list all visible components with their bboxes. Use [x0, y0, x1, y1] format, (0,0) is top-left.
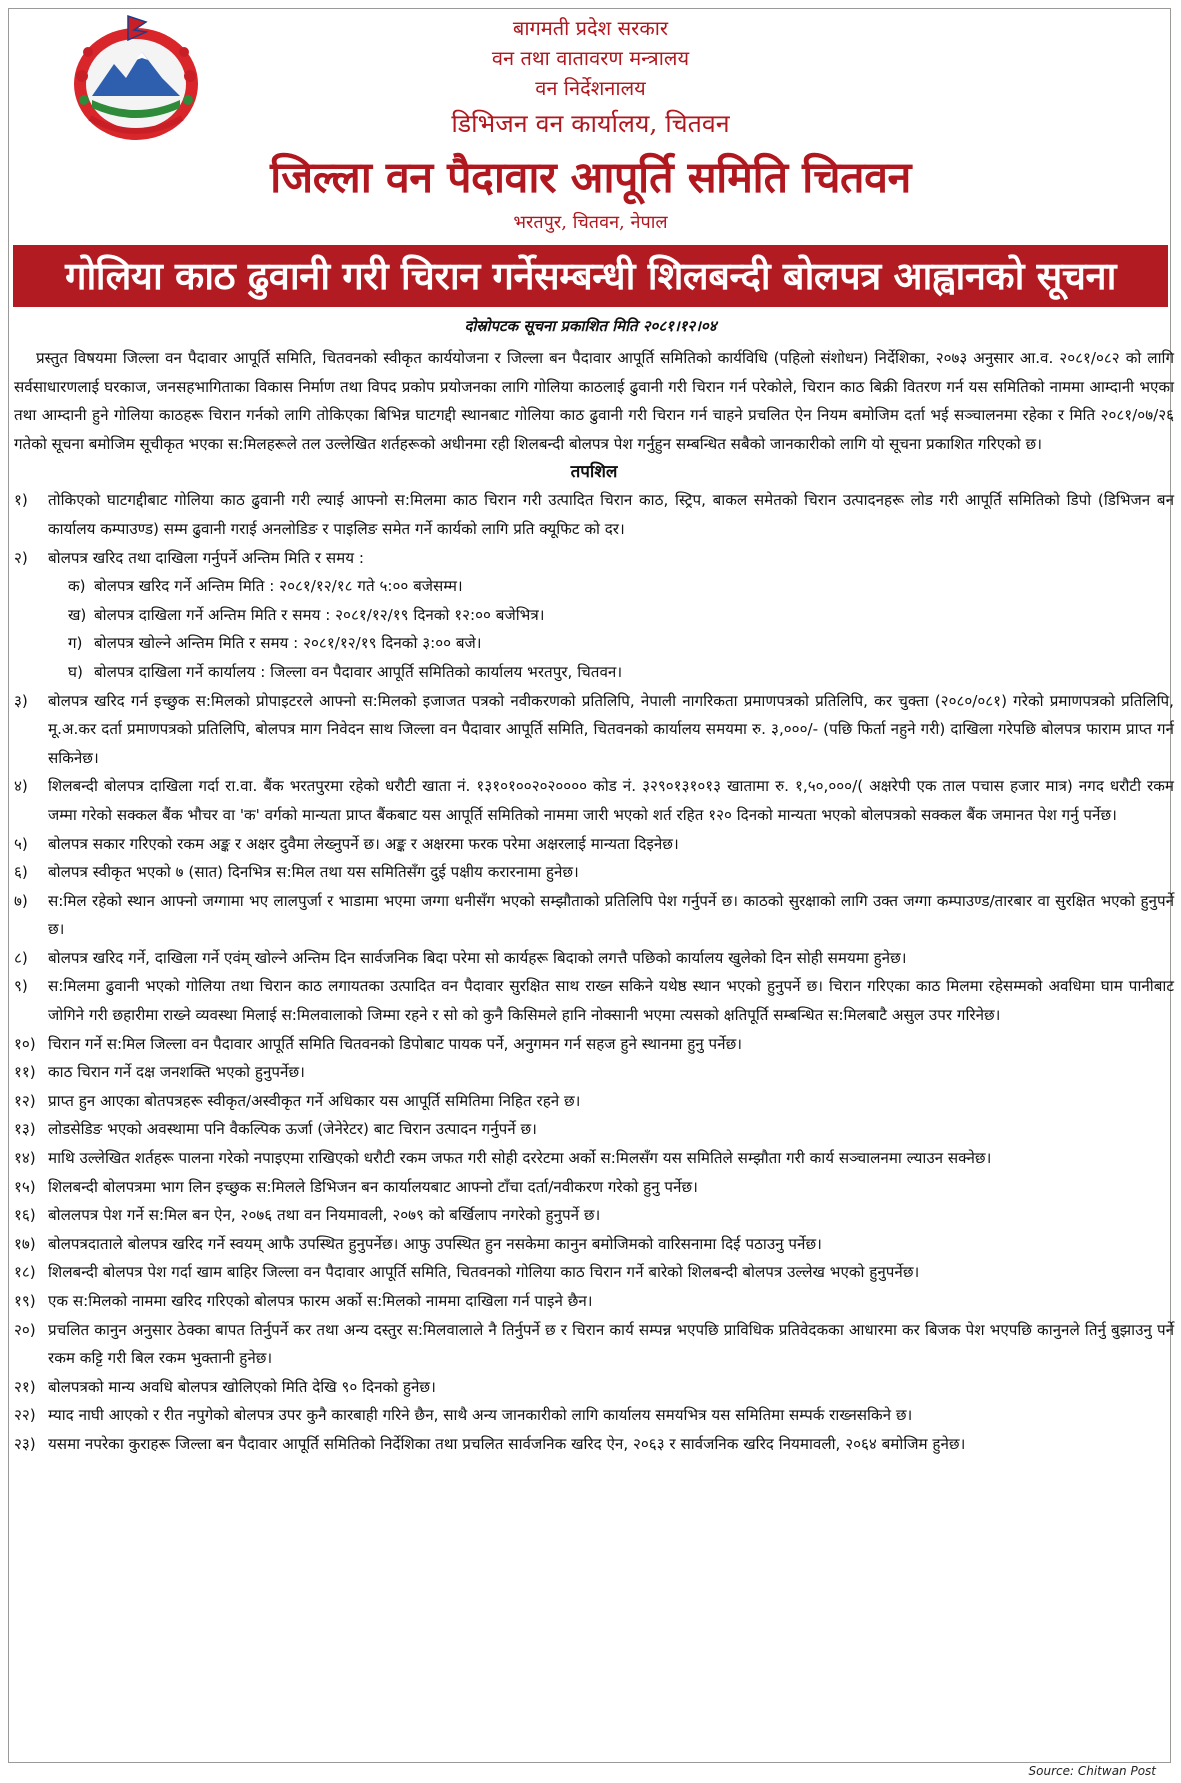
- condition-number: ७): [14, 891, 28, 910]
- condition-item: [14, 1173, 1174, 1202]
- condition-text: बोलपत्रदाताले बोलपत्र खरिद गर्ने स्वयम् आफै उपस्थित हुनुपर्नेछ। आफु उपस्थित हुन नसकेमा कानुन बमोजिमको वारिसनामा दिई पठाउनु पर्नेछ।: [48, 1234, 822, 1253]
- condition-number: ४): [14, 777, 28, 796]
- condition-text: स:मिल रहेको स्थान आफ्नो जग्गामा भए लालपुर्जा र भाडामा भएमा जग्गा धनीसँग भएको सम्झौताको प्रतिलिपि पेश गर्नुपर्ने छ। काठको सुरक्षाको लागि उक्त जग्गा कम्पाउण्ड/तारबार वा सुरक्षित भएको हुनुपर्ने छ।: [48, 891, 1174, 939]
- condition-number: ८): [14, 948, 28, 967]
- deadline-item: [14, 601, 1174, 630]
- condition-text: शिलबन्दी बोलपत्र पेश गर्दा खाम बाहिर जिल्ला वन पैदावार आपूर्ति समिति, चितवनको गोलिया काठ चिरान गर्ने बारेको शिलबन्दी बोलपत्र उल्लेख भएको हुनुपर्नेछ।: [48, 1263, 920, 1282]
- province-government: बागमती प्रदेश सरकार: [512, 16, 669, 40]
- condition-number: २१): [14, 1377, 36, 1396]
- condition-text: म्याद नाघी आएको र रीत नपुगेको बोलपत्र उपर कुनै कारबाही गरिने छैन, साथै अन्य जानकारीको लागि कार्यालय समयभित्र यस समितिमा सम्पर्क राख्नसकिने छ।: [48, 1406, 913, 1425]
- condition-number: १०): [14, 1034, 36, 1053]
- condition-text: शिलबन्दी बोलपत्र दाखिला गर्दा रा.वा. बैंक भरतपुरमा रहेको धरौटी खाता नं. १३१०१००२०२०००० कोड नं. ३२९०१३१०१३ खातामा रु. १,५०,०००/( अक्षरेपी एक ताल पचास हजार मात्र) नगद धरौटी रकम जम्मा गरेको सक्कल बैंक भौचर वा 'क' वर्गको मान्यता प्राप्त बैंकबाट यस आपूर्ति समितिको नाममा जारी भएको शर्त रहित १२० दिनको मान्यता भएको बोलपत्रको सक्कल बैंक जमानत पेश गर्नु पर्नेछ।: [48, 777, 1174, 824]
- condition-number: १५): [14, 1177, 36, 1196]
- condition-text: काठ चिरान गर्ने दक्ष जनशक्ति भएको हुनुपर्नेछ।: [48, 1063, 305, 1082]
- condition-item: [14, 972, 1174, 1029]
- conditions-list: [14, 486, 1174, 1458]
- deadline-text: बोलपत्र खरिद गर्ने अन्तिम मिति : २०८१/१२/१८ गते ५:०० बजेसम्म।: [94, 577, 463, 596]
- condition-text: बोलपत्र खरिद गर्न इच्छुक स:मिलको प्रोपाइटरले आफ्नो स:मिलको इजाजत पत्रको नवीकरणको प्रतिलिपि, नेपाली नागरिकता प्रमाणपत्रको प्रतिलिपि, कर चुक्ता (२०८०/०८१) गरेको प्रमाणपत्रको प्रतिलिपि, मू.अ.कर दर्ता प्रमाणपत्रको प्रतिलिपि, बोलपत्र माग निवेदन साथ जिल्ला वन पैदावार आपूर्ति समिति, चितवनको कार्यालय समयमा रु. ३,०००/- (पछि फिर्ता नहुने गरी) दाखिला गरेपछि बोलपत्र फाराम प्राप्त गर्न सकिनेछ।: [48, 691, 1174, 767]
- condition-text: चिरान गर्ने स:मिल जिल्ला वन पैदावार आपूर्ति समिति चितवनको डिपोबाट पायक पर्ने, अनुगमन गर्न सहज हुने स्थानमा हुनु पर्नेछ।: [48, 1034, 743, 1053]
- condition-text: बोलपत्र खरिद तथा दाखिला गर्नुपर्ने अन्तिम मिति र समय :: [48, 548, 364, 567]
- condition-number: १४): [14, 1149, 36, 1168]
- deadline-item: [14, 572, 1174, 601]
- condition-item: [14, 1287, 1174, 1316]
- condition-text: शिलबन्दी बोलपत्रमा भाग लिन इच्छुक स:मिलले डिभिजन बन कार्यालयबाट आफ्नो टाँचा दर्ता/नवीकरण गरेको हुनु पर्नेछ।: [48, 1177, 698, 1196]
- condition-text: लोडसेडिङ भएको अवस्थामा पनि वैकल्पिक ऊर्जा (जेनेरेटर) बाट चिरान उत्पादन गर्नुपर्ने छ।: [48, 1120, 537, 1139]
- condition-text: प्राप्त हुन आएका बोतपत्रहरू स्वीकृत/अस्वीकृत गर्ने अधिकार यस आपूर्ति समितिमा निहित रहने छ।: [48, 1091, 581, 1110]
- directorate-name: वन निर्देशनालय: [535, 76, 646, 100]
- condition-item: [14, 486, 1174, 543]
- details-heading: तपशिल: [570, 462, 618, 483]
- condition-number: १३): [14, 1120, 36, 1139]
- condition-number: ५): [14, 834, 28, 853]
- condition-text: बोलपत्रको मान्य अवधि बोलपत्र खोलिएको मिति देखि ९० दिनको हुनेछ।: [48, 1377, 436, 1396]
- condition-text: प्रचलित कानुन अनुसार ठेक्का बापत तिर्नुपर्ने कर तथा अन्य दस्तुर स:मिलवालाले नै तिर्नुपर्ने छ र चिरान कार्य सम्पन्न भएपछि प्राविधिक प्रतिवेदकका आधारमा कर बिजक पेश भएपछि कानुनले तिर्नु बुझाउनु पर्ने रकम कट्टि गरी बिल रकम भुक्तानी हुनेछ।: [48, 1320, 1174, 1368]
- condition-item: [14, 1230, 1174, 1259]
- deadline-text: बोलपत्र दाखिला गर्ने अन्तिम मिति र समय : २०८१/१२/१९ दिनको १२:०० बजेभित्र।: [94, 605, 545, 624]
- condition-number: ९): [14, 977, 28, 996]
- condition-item: [14, 1401, 1174, 1430]
- condition-number: ६): [14, 863, 28, 882]
- deadline-label: ख): [68, 605, 87, 624]
- deadline-label: ग): [68, 634, 83, 653]
- condition-item: [14, 772, 1174, 829]
- condition-item: [14, 1115, 1174, 1144]
- condition-number: २२): [14, 1406, 36, 1425]
- condition-item: [14, 1373, 1174, 1402]
- condition-item: [14, 1258, 1174, 1287]
- condition-text: बोललपत्र पेश गर्ने स:मिल बन ऐन, २०७६ तथा वन नियमावली, २०७९ को बर्खिलाप नगरेको हुनुपर्ने छ।: [48, 1206, 601, 1225]
- second-publication-date: दोस्रोपटक सूचना प्रकाशित मिति २०८१।१२।०४: [464, 317, 717, 335]
- division-office-name: डिभिजन वन कार्यालय, चितवन: [451, 109, 730, 138]
- condition-number: ११): [14, 1063, 36, 1082]
- condition-text: यसमा नपरेका कुराहरू जिल्ला बन पैदावार आपूर्ति समितिको निर्देशिका तथा प्रचलित सार्वजनिक खरिद ऐन, २०६३ र सार्वजनिक खरिद नियमावली, २०६४ बमोजिम हुनेछ।: [48, 1434, 966, 1453]
- condition-text: एक स:मिलको नाममा खरिद गरिएको बोलपत्र फारम अर्को स:मिलको नाममा दाखिला गर्न पाइने छैन।: [48, 1292, 593, 1310]
- deadline-item: [14, 629, 1174, 658]
- condition-text: बोलपत्र सकार गरिएको रकम अङ्क र अक्षर दुवैमा लेख्नुपर्ने छ। अङ्क र अक्षरमा फरक परेमा अक्षरलाई मान्यता दिइनेछ।: [48, 834, 679, 853]
- condition-number: १२): [14, 1091, 36, 1110]
- condition-item: [14, 1201, 1174, 1230]
- condition-number: १७): [14, 1234, 36, 1253]
- condition-number: १९): [14, 1292, 36, 1310]
- condition-item: [14, 687, 1174, 773]
- deadline-label: क): [68, 577, 86, 596]
- condition-item: [14, 830, 1174, 859]
- condition-text: माथि उल्लेखित शर्तहरू पालना गरेको नपाइएमा राखिएको धरौटी रकम जफत गरी सोही दररेटमा अर्को स:मिलसँग यस समितिले सम्झौता गरी कार्य सञ्चालनमा ल्याउन सक्नेछ।: [48, 1149, 992, 1168]
- condition-item: [14, 544, 1174, 573]
- notice-title-banner: गोलिया काठ ढुवानी गरी चिरान गर्नेसम्बन्धी शिलबन्दी बोलपत्र आह्वानको सूचना: [13, 245, 1168, 307]
- condition-text: तोकिएको घाटगद्दीबाट गोलिया काठ ढुवानी गरी ल्याई आफ्नो स:मिलमा काठ चिरान गरी उत्पादित चिरान काठ, स्ट्रिप, बाकल समेतको चिरान उत्पादनहरू लोड गरी आपूर्ति समितिको डिपो (डिभिजन बन कार्यालय कम्पाउण्ड) सम्म ढुवानी गराई अनलोडिङ र पाइलिङ समेत गर्ने कार्यको लागि प्रति क्यूफिट को दर।: [48, 491, 1174, 538]
- condition-number: १): [14, 491, 28, 510]
- committee-name: जिल्ला वन पैदावार आपूर्ति समिति चितवन: [270, 153, 911, 203]
- condition-item: [14, 1030, 1174, 1059]
- intro-paragraph: प्रस्तुत विषयमा जिल्ला वन पैदावार आपूर्ति समिति, चितवनको स्वीकृत कार्ययोजना र जिल्ला बन पैदावार आपूर्ति समितिको कार्यविधि (पहिलो संशोधन) निर्देशिका, २०७३ अनुसार आ.व. २०८१/०८२ को लागि सर्वसाधारणलाई घरकाज, जनसहभागिताका विकास निर्माण तथा विपद प्रकोप प्रयोजनका लागि गोलिया काठलाई ढुवानी गरी चिरान गर्न परेकोले, चिरान काठ बिक्री वितरण गर्न यस समितिको नाममा आम्दानी भएका तथा आम्दानी हुने गोलिया काठहरू चिरान गर्नको लागि तोकिएका बिभिन्न घाटगद्दी स्थानबाट गोलिया काठ ढुवानी गरी चिरान गर्न चाहने प्रचलित ऐन नियम बमोजिम दर्ता भई सञ्चालनमा रहेका र मिति २०८१/०७/२६ गतेको सूचना बमोजिम सूचीकृत भएका स:मिलहरूले तल उल्लेखित शर्तहरूको अधीनमा रही शिलबन्दी बोलपत्र पेश गर्नुहुन सम्बन्धित सबैको जानकारीको लागि यो सूचना प्रकाशित गरिएको छ।: [14, 349, 1174, 453]
- deadline-label: घ): [68, 662, 83, 681]
- deadline-text: बोलपत्र खोल्ने अन्तिम मिति र समय : २०८१/१२/१९ दिनको ३:०० बजे।: [94, 634, 482, 653]
- condition-item: [14, 1316, 1174, 1373]
- notice-body: [14, 344, 1174, 1459]
- condition-number: २): [14, 548, 28, 567]
- condition-number: १६): [14, 1206, 36, 1225]
- condition-item: [14, 1087, 1174, 1116]
- condition-text: स:मिलमा ढुवानी भएको गोलिया तथा चिरान काठ लगायतका उत्पादित वन पैदावार सुरक्षित साथ राख्न सकिने यथेष्ठ स्थान भएको हुनुपर्ने छ। चिरान गरिएका काठ मिलमा रहेसम्मको अवधिमा घाम पानीबाट जोगिने गरी छहारीमा राख्ने व्यवस्था मिलाई स:मिलवालाको जिम्मा रहने र सो को कुनै किसिमले हानि नोक्सानी भएमा त्यसको क्षतिपूर्ति सम्बन्धित स:मिलबाटै असुल उपर गरिनेछ।: [48, 977, 1174, 1025]
- condition-item: [14, 858, 1174, 887]
- address: भरतपुर, चितवन, नेपाल: [513, 212, 668, 233]
- condition-item: [14, 1058, 1174, 1087]
- condition-number: ३): [14, 691, 28, 710]
- deadline-item: [14, 658, 1174, 687]
- condition-text: बोलपत्र खरिद गर्ने, दाखिला गर्ने एवंम् खोल्ने अन्तिम दिन सार्वजनिक बिदा परेमा सो कार्यहरू बिदाको लगत्तै पछिको कार्यालय खुलेको दिन सोही समयमा हुनेछ।: [48, 948, 907, 967]
- condition-item: [14, 1144, 1174, 1173]
- condition-item: [14, 1430, 1174, 1459]
- condition-item: [14, 887, 1174, 944]
- condition-item: [14, 944, 1174, 973]
- condition-text: बोलपत्र स्वीकृत भएको ७ (सात) दिनभित्र स:मिल तथा यस समितिसँग दुई पक्षीय करारनामा हुनेछ।: [48, 863, 579, 882]
- deadline-text: बोलपत्र दाखिला गर्ने कार्यालय : जिल्ला वन पैदावार आपूर्ति समितिको कार्यालय भरतपुर, चितवन।: [94, 662, 623, 681]
- ministry-name: वन तथा वातावरण मन्त्रालय: [491, 46, 690, 70]
- source-credit: Source: Chitwan Post: [1028, 1764, 1156, 1778]
- condition-number: २०): [14, 1320, 36, 1339]
- condition-number: १८): [14, 1263, 36, 1282]
- condition-number: २३): [14, 1434, 36, 1453]
